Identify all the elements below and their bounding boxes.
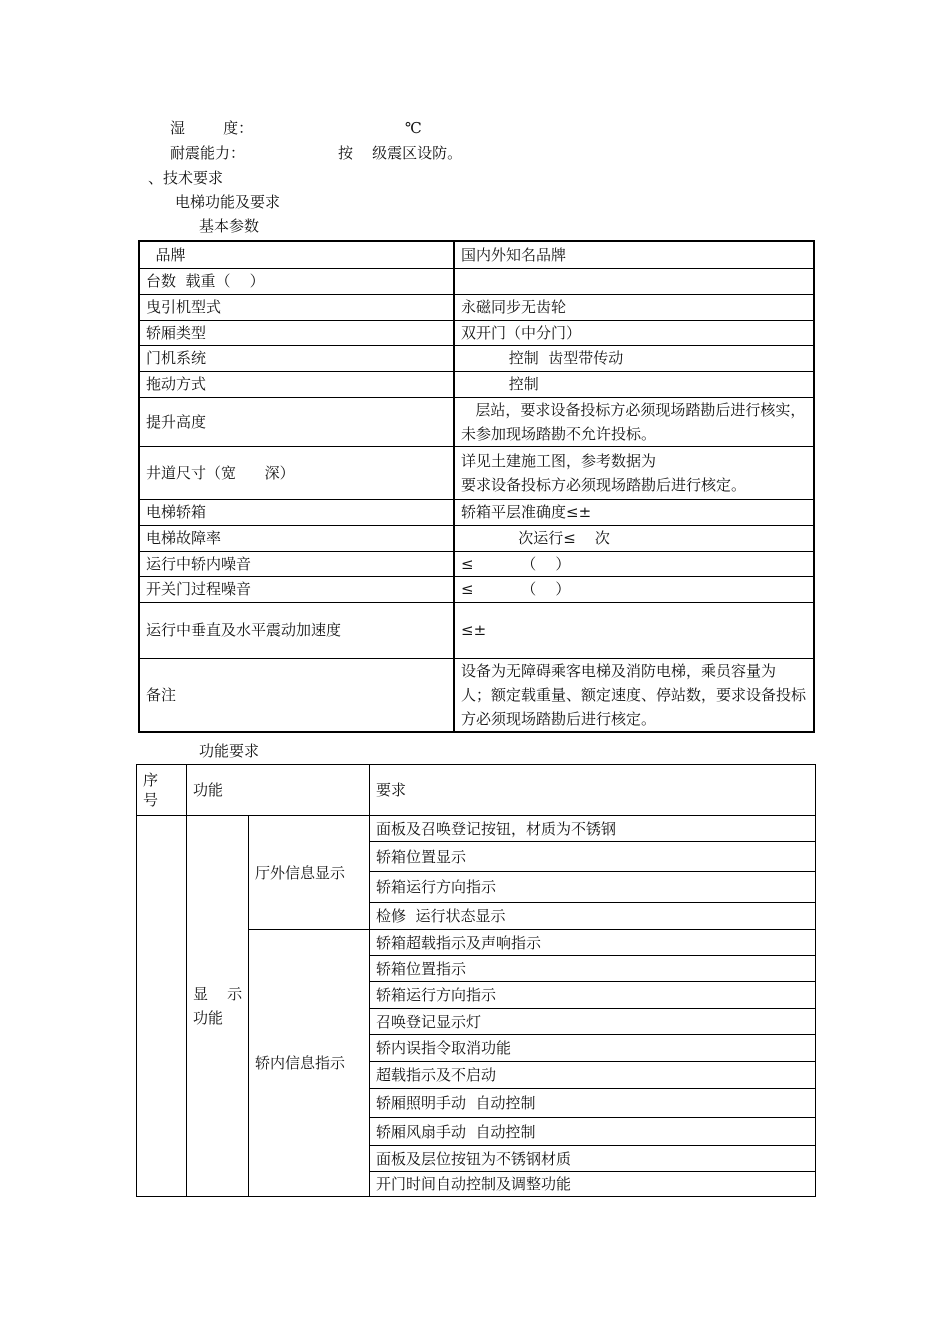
seismic-label: 耐震能力： [170,144,246,162]
params-row [139,525,814,551]
req-cell: 开门时间自动控制及调整功能 [370,1172,816,1197]
params-row [139,268,814,294]
param-label: 品牌 [139,241,454,268]
params-row [139,499,814,525]
param-value: ≤ （ ） [454,551,814,576]
param-value: ≤± [454,602,814,658]
param-label: 运行中轿内噪音 [139,551,454,576]
params-table [138,240,815,733]
param-label: 拖动方式 [139,371,454,397]
seismic-text: 按 级震区设防。 [338,144,463,162]
params-row [139,576,814,602]
req-cell: 轿箱超载指示及声响指示 [370,930,816,956]
func-header-row [137,765,816,816]
req-cell: 轿箱运行方向指示 [370,982,816,1009]
params-row [139,397,814,446]
req-cell: 召唤登记显示灯 [370,1009,816,1035]
params-row [139,294,814,320]
req-cell: 轿内误指令取消功能 [370,1035,816,1062]
param-value: 国内外知名品牌 [454,241,814,268]
req-cell: 轿箱位置指示 [370,956,816,982]
param-label: 井道尺寸（宽 深） [139,446,454,499]
req-cell: 轿厢照明手动 自动控制 [370,1089,816,1118]
params-row [139,241,814,268]
param-label: 运行中垂直及水平震动加速度 [139,602,454,658]
sub-outer: 厅外信息显示 [249,816,370,930]
param-value: ≤ （ ） [454,576,814,602]
humidity-unit: ℃ [405,119,422,137]
param-label: 备注 [139,658,454,732]
req-cell: 轿厢风扇手动 自动控制 [370,1118,816,1146]
func-table [136,764,816,1197]
params-row [139,371,814,397]
param-value: 层站，要求设备投标方必须现场踏勘后进行核实，未参加现场踏勘不允许投标。 [454,397,814,446]
func-group: 显 示 功能 [187,816,249,1197]
param-value: 次运行≤ 次 [454,525,814,551]
req-cell: 面板及召唤登记按钮，材质为不锈钢 [370,816,816,842]
param-value: 双开门（中分门） [454,320,814,345]
heading-tech-req: 、技术要求 [148,169,224,187]
params-row [139,551,814,576]
param-value: 设备为无障碍乘客电梯及消防电梯，乘员容量为 人；额定载重量、额定速度、停站数，要求设备投标方必须现场踏勘后进行核定。 [454,658,814,732]
param-label: 门机系统 [139,345,454,371]
params-row [139,320,814,345]
param-label: 台数 载重（ ） [139,268,454,294]
heading-func-req: 功能要求 [199,742,260,760]
param-value [454,268,814,294]
sub-inner: 轿内信息指示 [249,930,370,1197]
param-label: 轿厢类型 [139,320,454,345]
params-row [139,602,814,658]
param-label: 提升高度 [139,397,454,446]
req-cell: 超载指示及不启动 [370,1062,816,1089]
param-label: 开关门过程噪音 [139,576,454,602]
param-label: 电梯故障率 [139,525,454,551]
func-row [137,816,816,842]
header-seq: 序 号 [137,765,187,816]
param-value: 轿箱平层准确度≤± [454,499,814,525]
req-cell: 轿箱位置显示 [370,842,816,872]
req-cell: 面板及层位按钮为不锈钢材质 [370,1146,816,1172]
params-row [139,345,814,371]
param-value: 控制 [454,371,814,397]
param-value: 详见土建施工图，参考数据为 要求设备投标方必须现场踏勘后进行核定。 [454,446,814,499]
param-value: 控制 齿型带传动 [454,345,814,371]
header-req: 要求 [370,765,816,816]
params-row [139,658,814,732]
humidity-label: 湿 度： [170,119,254,137]
param-label: 电梯轿箱 [139,499,454,525]
req-cell: 轿箱运行方向指示 [370,872,816,903]
heading-basic-params: 基本参数 [199,217,260,235]
heading-elevator-func: 电梯功能及要求 [175,193,281,211]
req-cell: 检修 运行状态显示 [370,903,816,930]
header-func: 功能 [187,765,370,816]
param-value: 永磁同步无齿轮 [454,294,814,320]
seq-cell [137,816,187,1197]
params-row [139,446,814,499]
param-label: 曳引机型式 [139,294,454,320]
